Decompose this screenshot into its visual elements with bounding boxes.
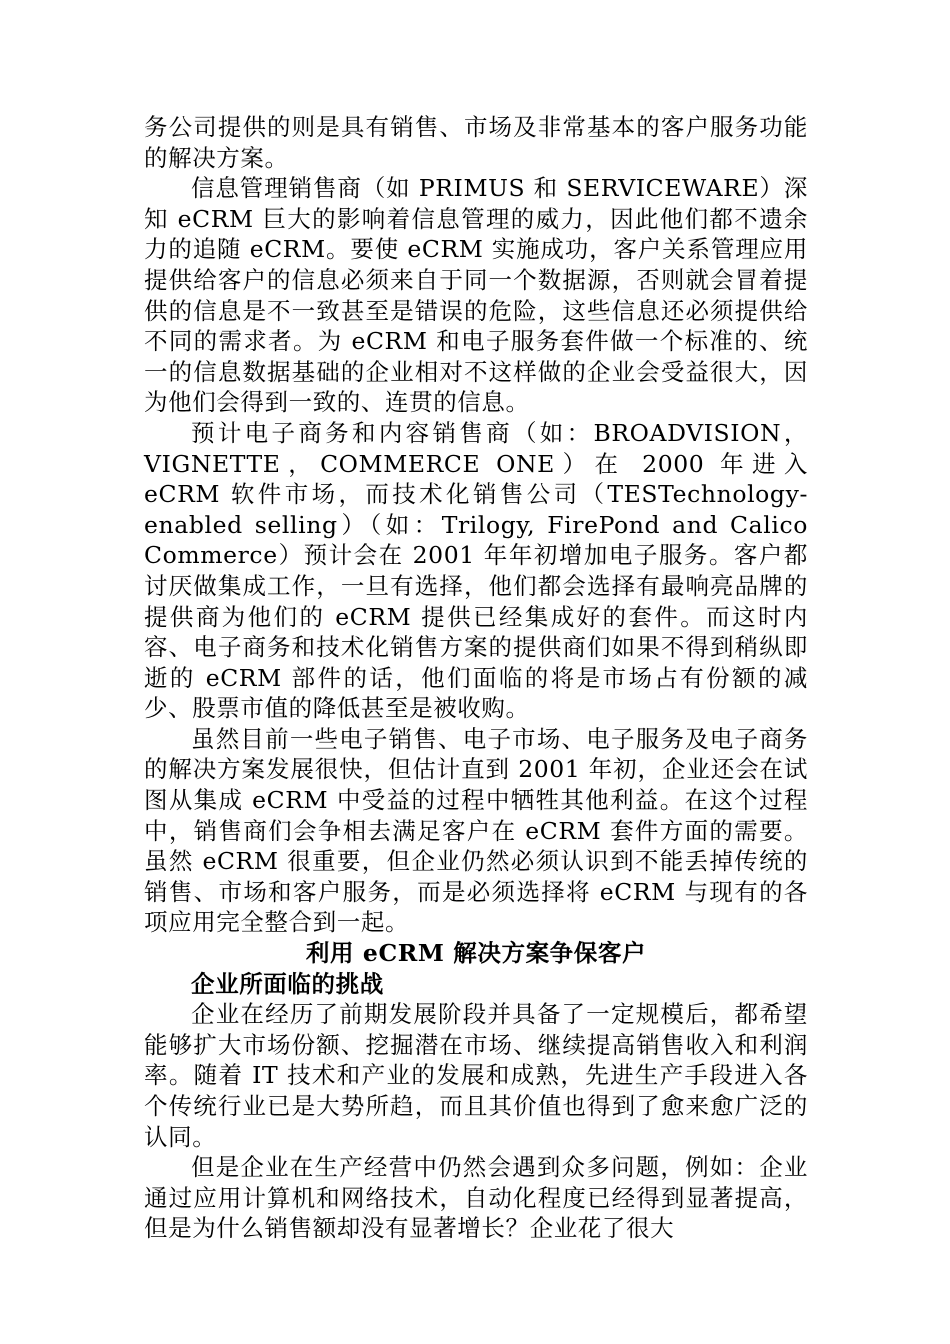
paragraph-info-vendors: 信息管理销售商（如 PRIMUS 和 SERVICEWARE）深知 eCRM 巨大的影响着信息管理的威力，因此他们都不遗余力的追随 eCRM。要使 eCRM 实施成功，客户关系管理应用提供给客户的信息必须来自于同一个数据源，否则就会冒着提供的信息是不一致甚至是错误的危险，这些信息还必须提供给不同的需求者。为 eCRM 和电子服务套件做一个标准的、统一的信息数据基础的企业相对不这样做的企业会受益很大，因为他们会得到一致的、连贯的信息。: [144, 174, 808, 417]
paragraph-ecommerce-vendors: 预计电子商务和内容销售商（如：BROADVISION，VIGNETTE，COMMERCE ONE）在 2000 年进入 eCRM 软件市场，而技术化销售公司（TESTechnology-enabled selling）（如：Trilogy, FirePond and Calico Commerce）预计会在 2001 年年初增加电子服务。客户都讨厌做集成工作，一旦有选择，他们都会选择有最响亮品牌的提供商为他们的 eCRM 提供已经集成好的套件。而这时内容、电子商务和技术化销售方案的提供商们如果不得到稍纵即逝的 eCRM 部件的话，他们面临的将是市场占有份额的减少、股票市值的降低甚至是被收购。: [144, 418, 808, 723]
paragraph-challenges: 企业在经历了前期发展阶段并具备了一定规模后，都希望能够扩大市场份额、挖掘潜在市场、继续提高销售收入和利润率。随着 IT 技术和产业的发展和成熟，先进生产手段进入各个传统行业已是大势所趋，而且其价值也得到了愈来愈广泛的认同。: [144, 1000, 808, 1151]
subsection-title: 企业所面临的挑战: [191, 969, 384, 998]
paragraph-integration: 虽然目前一些电子销售、电子市场、电子服务及电子商务的解决方案发展很快，但估计直到 2001 年初，企业还会在试图从集成 eCRM 中受益的过程中牺牲其他利益。在这个过程中，销售商们会争相去满足客户在 eCRM 套件方面的需要。虽然 eCRM 很重要，但企业仍然必须认识到不能丢掉传统的销售、市场和客户服务，而是必须选择将 eCRM 与现有的各项应用完全整合到一起。: [144, 724, 808, 937]
document-page: [144, 112, 808, 1244]
section-title: 利用 eCRM 解决方案争保客户: [305, 939, 647, 968]
paragraph-problems: 但是企业在生产经营中仍然会遇到众多问题，例如：企业通过应用计算机和网络技术，自动化程度已经得到显著提高，但是为什么销售额却没有显著增长？企业花了很大: [144, 1153, 808, 1243]
paragraph-continuation: 务公司提供的则是具有销售、市场及非常基本的客户服务功能的解决方案。: [144, 113, 808, 172]
